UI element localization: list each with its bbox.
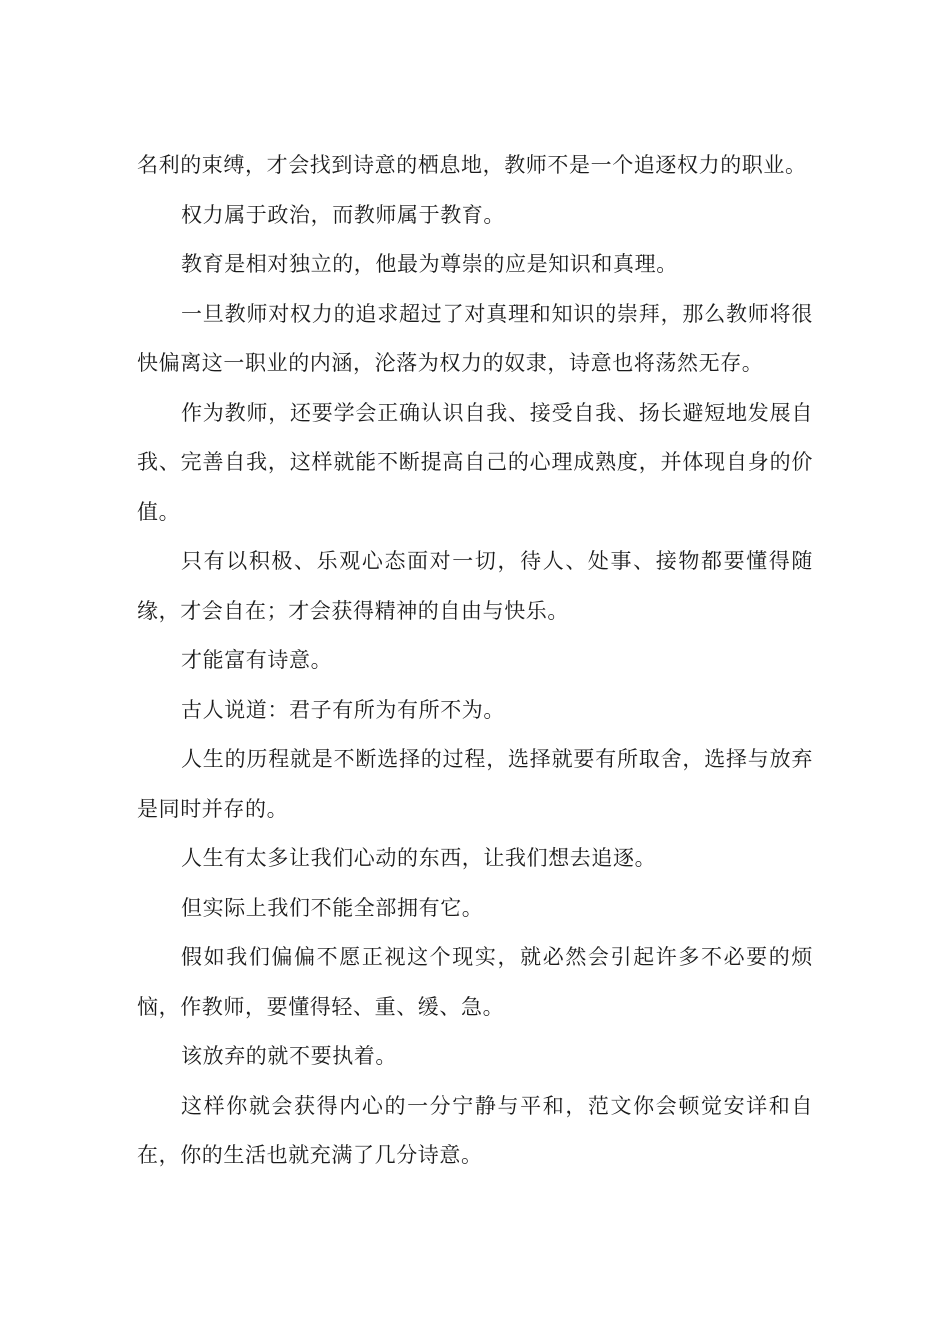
paragraph-continuation: 名利的束缚，才会找到诗意的栖息地，教师不是一个追逐权力的职业。 [137, 153, 807, 177]
paragraph: 人生的历程就是不断选择的过程，选择就要有所取舍，选择与放弃是同时并存的。 [137, 747, 813, 821]
paragraph: 只有以积极、乐观心态面对一切，待人、处事、接物都要懂得随缘，才会自在；才会获得精神的自由与快乐。 [137, 549, 813, 623]
paragraph: 才能富有诗意。 [181, 648, 333, 672]
document-body [137, 141, 813, 1181]
paragraph: 一旦教师对权力的追求超过了对真理和知识的崇拜，那么教师将很快偏离这一职业的内涵，沦落为权力的奴隶，诗意也将荡然无存。 [137, 301, 813, 375]
paragraph: 假如我们偏偏不愿正视这个现实，就必然会引起许多不必要的烦恼，作教师，要懂得轻、重、缓、急。 [137, 945, 813, 1019]
paragraph: 人生有太多让我们心动的东西，让我们想去追逐。 [181, 846, 657, 870]
paragraph: 但实际上我们不能全部拥有它。 [181, 895, 484, 920]
paragraph: 古人说道：君子有所为有所不为。 [181, 697, 505, 722]
paragraph: 这样你就会获得内心的一分宁静与平和，范文你会顿觉安详和自在，你的生活也就充满了几分诗意。 [137, 1093, 813, 1167]
paragraph: 教育是相对独立的，他最为尊崇的应是知识和真理。 [181, 252, 678, 276]
paragraph: 该放弃的就不要执着。 [181, 1044, 397, 1068]
paragraph: 作为教师，还要学会正确认识自我、接受自我、扬长避短地发展自我、完善自我，这样就能不断提高自己的心理成熟度，并体现自身的价值。 [137, 400, 813, 524]
paragraph: 权力属于政治，而教师属于教育。 [181, 202, 505, 227]
